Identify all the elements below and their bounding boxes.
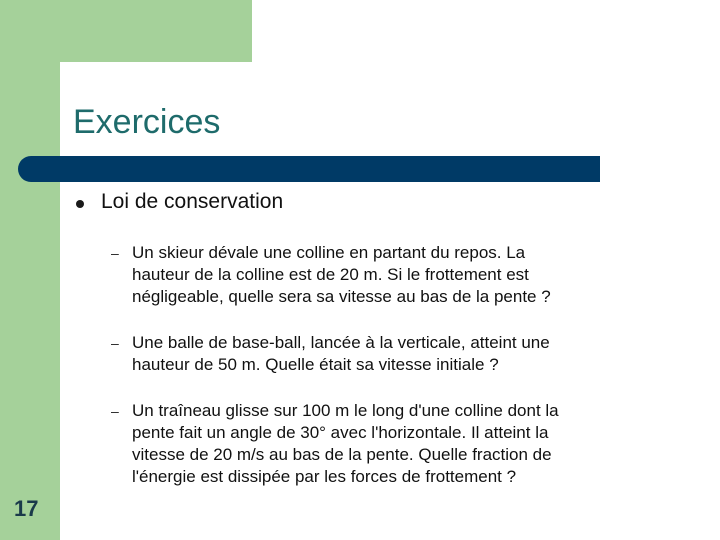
text-line: Un traîneau glisse sur 100 m le long d'une colline dont la [132, 401, 559, 420]
dash-icon: – [111, 403, 119, 419]
dash-icon: – [111, 335, 119, 351]
page-number: 17 [14, 496, 39, 521]
sub-item-text [132, 400, 642, 488]
text-line: hauteur de la colline est de 20 m. Si le frottement est [132, 265, 529, 284]
green-sidebar [0, 0, 60, 540]
dash-icon: – [111, 245, 119, 261]
main-bullet-text: Loi de conservation [101, 190, 284, 213]
sub-item-text [132, 332, 642, 376]
text-line: vitesse de 20 m/s au bas de la pente. Quelle fraction de [132, 445, 552, 464]
text-line: hauteur de 50 m. Quelle était sa vitesse initiale ? [132, 355, 499, 374]
text-line: Un skieur dévale une colline en partant du repos. La [132, 243, 526, 262]
bullet-dot-icon [76, 200, 84, 208]
green-top-block [0, 0, 252, 62]
text-line: Une balle de base-ball, lancée à la verticale, atteint une [132, 333, 550, 352]
slide-title: Exercices [73, 103, 221, 141]
text-line: pente fait un angle de 30° avec l'horizontale. Il atteint la [132, 423, 549, 442]
text-line: négligeable, quelle sera sa vitesse au bas de la pente ? [132, 287, 551, 306]
text-line: l'énergie est dissipée par les forces de frottement ? [132, 467, 517, 486]
title-underline-bar [18, 156, 600, 182]
sub-item-text [132, 242, 642, 308]
